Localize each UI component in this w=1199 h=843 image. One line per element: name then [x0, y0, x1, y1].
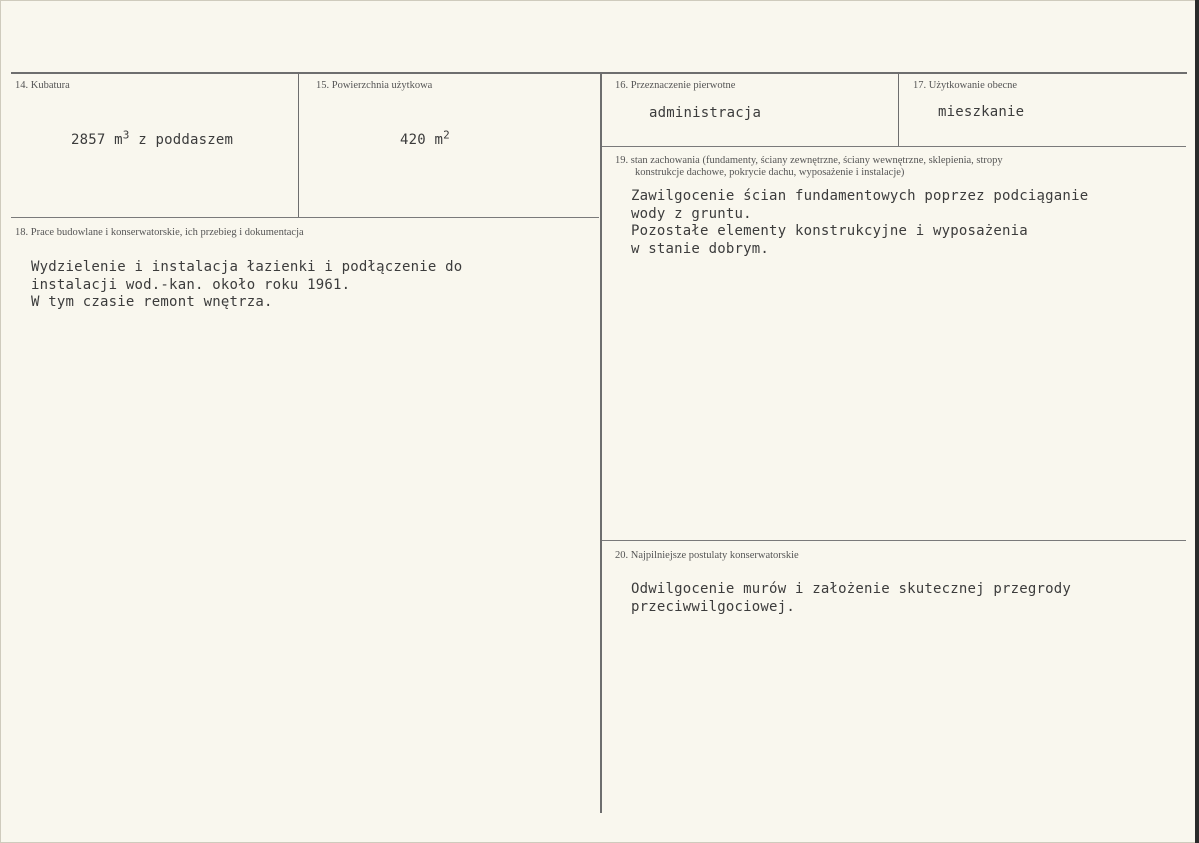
center-divider: [600, 73, 602, 813]
text-line: instalacji wod.-kan. około roku 1961.: [31, 276, 351, 293]
text-line: Odwilgocenie murów i założenie skutecznej przegrody: [631, 581, 1072, 597]
rule-under-14-15: [11, 217, 599, 218]
field-19-label-line-2: konstrukcje dachowe, pokrycie dachu, wyposażenie i instalacje): [635, 167, 905, 178]
field-19-text: [631, 188, 1088, 258]
scan-edge: [1195, 0, 1199, 843]
field-16-label: 16. Przeznaczenie pierwotne: [615, 80, 736, 91]
field-14-label: 14. Kubatura: [15, 80, 70, 91]
top-rule: [11, 72, 1187, 74]
field-20-label: 20. Najpilniejsze postulaty konserwatorskie: [615, 550, 799, 561]
field-20-text: [631, 581, 1071, 616]
text-line: Zawilgocenie ścian fundamentowych poprzez podciąganie: [631, 188, 1089, 204]
text-line: wody z gruntu.: [631, 205, 752, 222]
text-line: Wydzielenie i instalacja łazienki i podłączenie do: [31, 259, 463, 275]
field-17-value: mieszkanie: [938, 104, 1025, 120]
field-17-label: 17. Użytkowanie obecne: [913, 80, 1018, 91]
text-line: przeciwwilgociowej.: [631, 598, 795, 615]
divider-16-17: [898, 73, 899, 146]
text-line: w stanie dobrym.: [631, 240, 770, 257]
field-19-label-line-1: 19. stan zachowania (fundamenty, ściany zewnętrzne, ściany wewnętrzne, sklepienia, stropy: [615, 155, 1003, 166]
field-16-value: administracja: [649, 105, 762, 121]
field-15-label: 15. Powierzchnia użytkowa: [316, 80, 433, 91]
divider-14-15: [298, 73, 299, 217]
field-15-value: 420 $m^2$: [400, 128, 450, 148]
text-line: W tym czasie remont wnętrza.: [31, 294, 273, 310]
field-14-value: 2857 $m^3$ z poddaszem: [71, 128, 234, 148]
field-18-text: [31, 259, 462, 312]
rule-under-16-17: [601, 146, 1186, 147]
field-18-label: 18. Prace budowlane i konserwatorskie, ich przebieg i dokumentacja: [15, 227, 304, 238]
text-line: Pozostałe elementy konstrukcyjne i wyposażenia: [631, 223, 1028, 239]
rule-above-20: [601, 540, 1186, 541]
